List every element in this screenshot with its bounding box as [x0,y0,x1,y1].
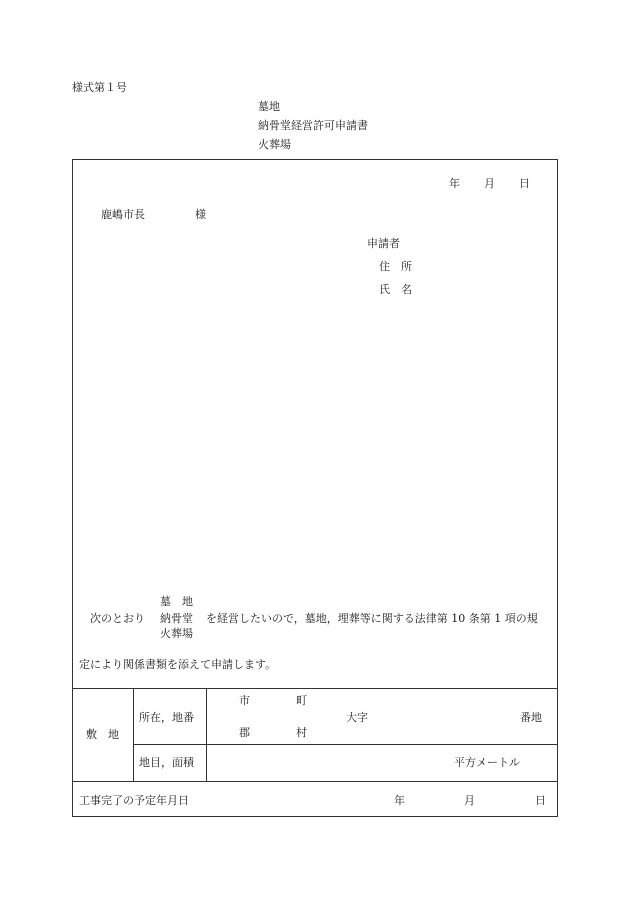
location-banchi: 番地 [520,711,542,724]
date-year: 年 [449,177,460,190]
applicant-name-label: 氏 名 [379,283,412,296]
statement-continuation: 定により関係書類を添えて申請します。 [79,658,277,671]
statement-body: を経営したいので，墓地，埋葬等に関する法律第 10 条第 1 項の規 [206,612,538,625]
completion-day: 日 [535,794,546,807]
location-label: 所在，地番 [139,711,194,724]
statement-option-grave: 墓 地 [160,595,193,608]
date-month: 月 [484,177,495,190]
title-line-grave: 墓地 [258,100,280,113]
date-day: 日 [519,177,530,190]
addressee-honorific: 様 [195,208,206,221]
title-line-crematorium: 火葬場 [258,138,291,151]
location-city: 市 [239,694,250,707]
area-unit: 平方メートル [454,756,520,769]
table-divider-1 [133,688,134,781]
addressee-name: 鹿嶋市長 [101,208,145,221]
applicant-label: 申請者 [367,237,400,250]
site-label: 敷 地 [86,728,119,741]
table-top-border [72,688,558,689]
completion-label: 工事完了の予定年月日 [79,794,189,807]
title-line-main: 納骨堂経営許可申請書 [258,119,368,132]
table-middle-border [133,744,558,745]
location-district: 郡 [239,726,250,739]
statement-lead: 次のとおり [90,612,145,625]
statement-option-crematorium: 火葬場 [160,627,193,640]
statement-option-ossuary: 納骨堂 [160,612,193,625]
completion-month: 月 [464,794,475,807]
applicant-address-label: 住 所 [379,260,412,273]
completion-year: 年 [394,794,405,807]
table-bottom-border [72,781,558,782]
location-village: 村 [296,726,307,739]
land-label: 地目，面積 [139,756,194,769]
form-number: 様式第１号 [72,81,127,94]
location-town: 町 [296,694,307,707]
table-divider-2 [206,688,207,781]
location-oaza: 大字 [346,711,368,724]
